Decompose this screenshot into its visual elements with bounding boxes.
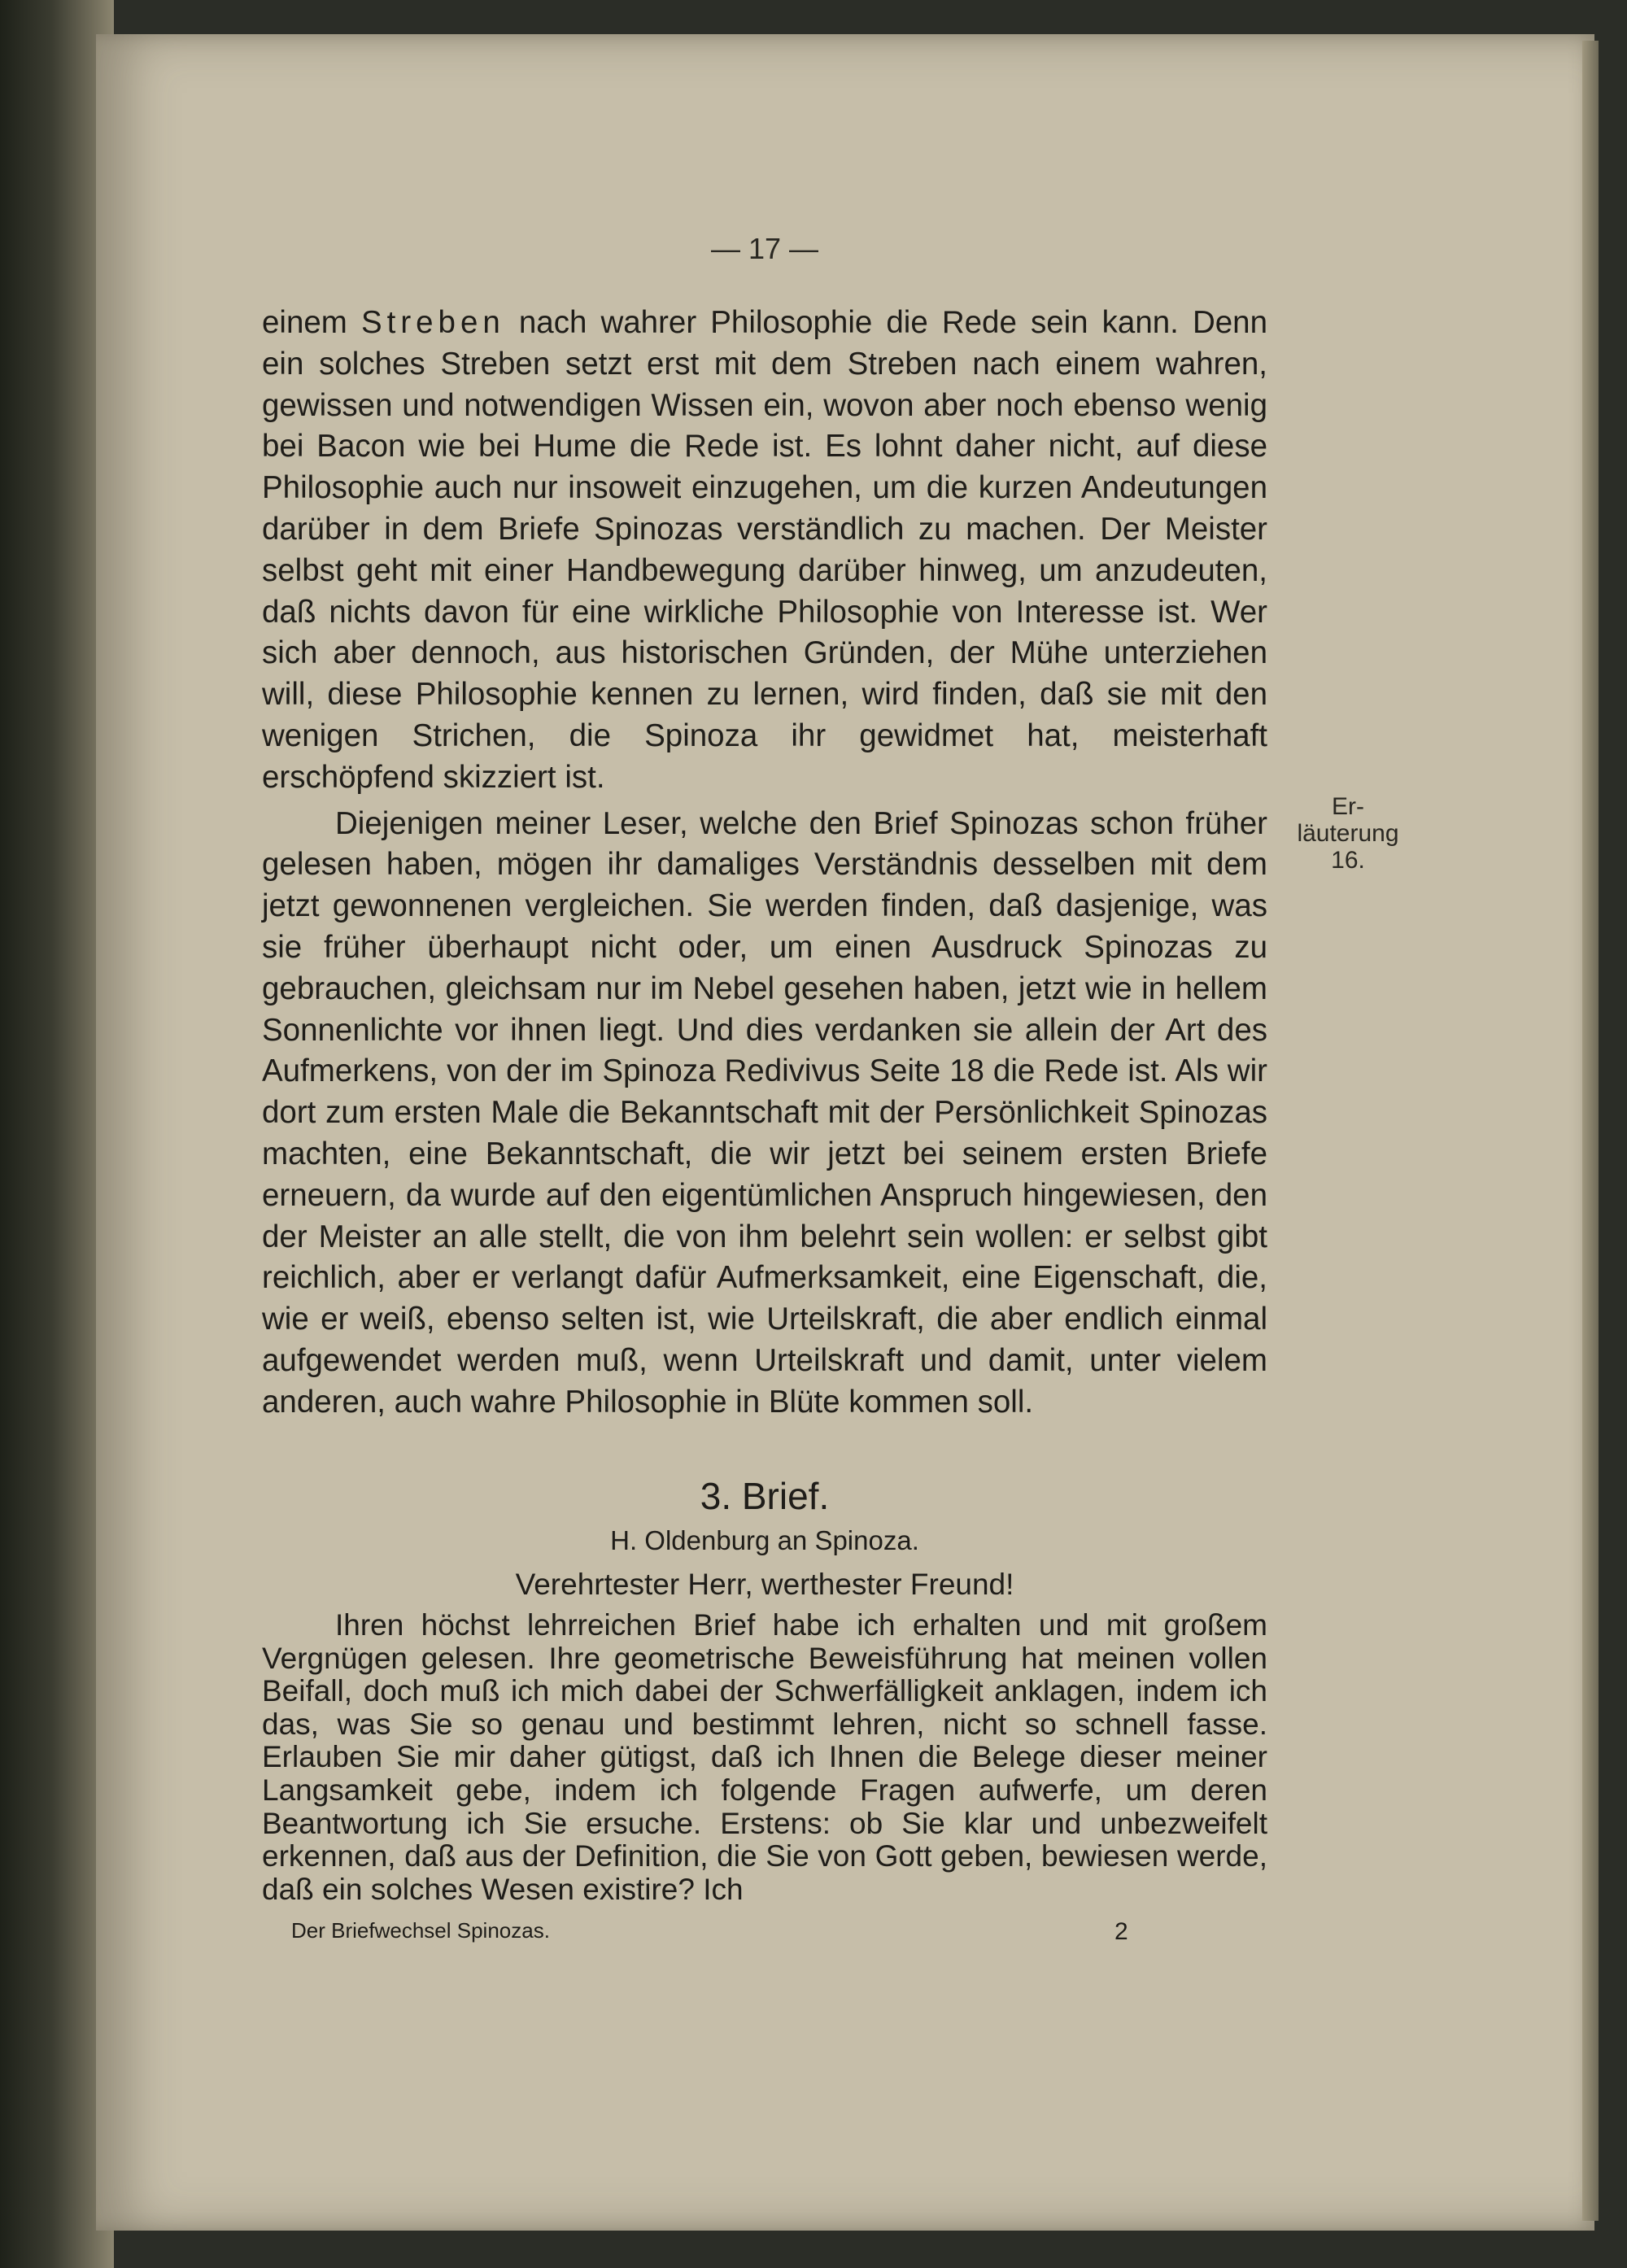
paragraph-1-rest: nach wahrer Philosophie die Rede sein kann. Denn ein solches Streben setzt erst mit dem Streben nach einem wahren, gewissen und notwendigen Wissen ein, wovon aber noch ebenso wenig bei Bacon wie bei Hume die Rede ist. Es lohnt daher nicht, auf diese Philosophie auch nur insoweit einzugehen, um die kurzen Andeutungen darüber in dem Briefe Spinozas verständlich zu machen. Der Meister selbst geht mit einer Handbewegung darüber hinweg, um anzudeuten, daß nichts davon für eine wirkliche Philosophie von Interesse ist. Wer sich aber dennoch, aus historischen Gründen, der Mühe unterziehen will, diese Philosophie kennen zu lernen, wird finden, daß sie mit den wenigen Strichen, die Spinoza ihr gewidmet hat, meisterhaft erschöpfend skizziert ist. <box>262 305 1267 795</box>
footer-signature-mark: 2 <box>1114 1918 1128 1945</box>
letter-sender: H. Oldenburg an Spinoza. <box>610 1525 919 1555</box>
page-number: — 17 — <box>710 232 819 265</box>
margin-note-line-1: Er- <box>1332 793 1364 820</box>
main-text <box>262 303 1267 1424</box>
page-edge <box>1582 41 1599 2221</box>
letter-body: Ihren höchst lehrreichen Brief habe ich erhalten und mit großem Vergnügen gelesen. Ihre geometrische Beweisführung hat meinen vollen Beifall, doch muß ich mich dabei der Schwerfälligkeit anklagen, indem ich das, was Sie so genau und bestimmt lehren, nicht so schnell fasse. Erlauben Sie mir daher gütigst, daß ich Ihnen die Belege dieser meiner Langsamkeit gebe, indem ich folgende Fragen aufwerfe, um deren Beantwortung ich Sie ersuche. Erstens: ob Sie klar und unbezweifelt erkennen, daß aus der Definition, die Sie von Gott geben, bewiesen werde, daß ein solches Wesen existire? Ich <box>262 1608 1267 1906</box>
footer-book-title: Der Briefwechsel Spinozas. <box>291 1918 550 1943</box>
emphasized-word: Streben <box>360 305 505 340</box>
margin-note <box>1279 793 1417 874</box>
margin-note-line-3: 16. <box>1331 847 1365 874</box>
paragraph-2: Diejenigen meiner Leser, welche den Brief Spinozas schon früher gelesen haben, mögen ihr damaliges Verständnis desselben mit dem jetzt gewonnenen vergleichen. Sie werden finden, daß dasjenige, was sie früher überhaupt nicht oder, um einen Ausdruck Spinozas zu gebrauchen, gleichsam nur im Nebel gesehen haben, jetzt wie in hellem Sonnenlichte vor ihnen liegt. Und dies verdanken sie allein der Art des Aufmerkens, von der im Spinoza Redivivus Seite 18 die Rede ist. Als wir dort zum ersten Male die Bekanntschaft mit der Persönlichkeit Spinozas machten, eine Bekanntschaft, die wir jetzt bei seinem ersten Briefe erneuern, da wurde auf den eigentümlichen Anspruch hingewiesen, den der Meister an alle stellt, die von ihm belehrt sein wollen: er selbst gibt reichlich, aber er verlangt dafür Aufmerksamkeit, eine Eigenschaft, die, wie er weiß, ebenso selten ist, wie Urteilskraft, die aber endlich einmal aufgewendet werden muß, wenn Urteilskraft und damit, unter vielem anderen, auch wahre Philosophie in Blüte kommen soll. <box>262 805 1267 1420</box>
letter-text <box>262 1609 1267 1906</box>
paragraph-1 <box>262 303 1267 799</box>
margin-note-line-2: läuterung <box>1297 820 1399 847</box>
letter-heading: 3. Brief. <box>700 1475 830 1517</box>
letter-salutation: Verehrtester Herr, werthester Freund! <box>515 1568 1014 1601</box>
paragraph-1-lead: einem <box>262 305 361 340</box>
